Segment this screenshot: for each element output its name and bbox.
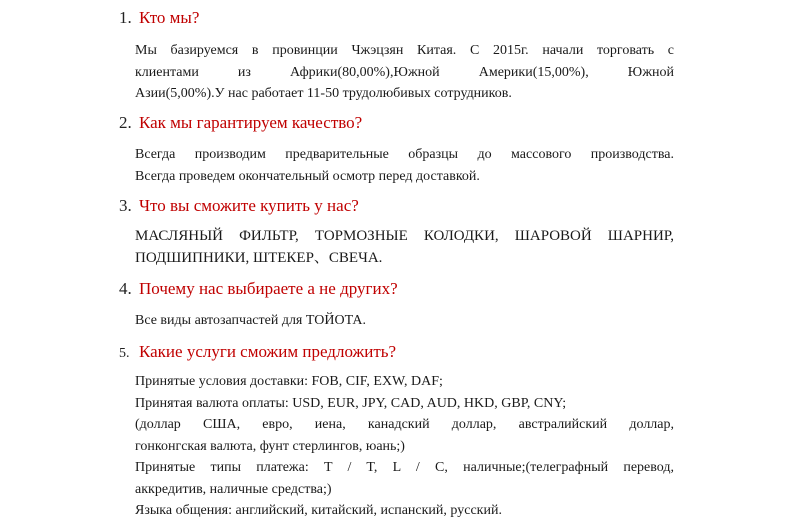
answer-line: ПОДШИПНИКИ, ШТЕКЕР、СВЕЧА. [135,249,383,266]
faq-question-text-3: Что вы сможите купить у нас? [139,196,359,215]
faq-answer-1 [135,40,674,105]
faq-answer-5 [135,371,674,522]
answer-line: клиентами из Африки(80,00%),Южной Америки(15,00%), Южной [135,64,674,80]
answer-line: Принятые типы платежа: T / T, L / C, наличные;(телеграфный перевод, [135,460,674,475]
faq-number-3: 3. [119,196,132,215]
answer-line: (доллар США, евро, иена, канадский доллар, австралийский доллар, [135,417,674,432]
answer-line: Все виды автозапчастей для ТОЙОТА. [135,313,367,328]
faq-number-2: 2. [119,113,132,132]
faq-question-text-4: Почему нас выбираете а не других? [139,279,398,298]
answer-line: Принятая валюта оплаты: USD, EUR, JPY, CAD, AUD, HKD, GBP, CNY; [135,395,567,411]
answer-line: Всегда проведем окончательный осмотр перед доставкой. [135,168,480,184]
faq-question-3 [119,196,359,216]
faq-answer-4 [135,310,674,332]
faq-number-1: 1. [119,8,132,27]
answer-line: МАСЛЯНЫЙ ФИЛЬТР, ТОРМОЗНЫЕ КОЛОДКИ, ШАРОВОЙ ШАРНИР, [135,228,674,244]
faq-question-4 [119,279,398,299]
answer-line: Принятые условия доставки: FOB, CIF, EXW, DAF; [135,374,443,389]
answer-line: гонконгская валюта, фунт стерлингов, юань;) [135,438,405,454]
faq-question-2 [119,113,362,133]
faq-number-5: 5. [119,346,130,361]
faq-answer-2 [135,144,674,187]
faq-answer-3 [135,226,674,269]
faq-number-4: 4. [119,279,132,298]
answer-line: Азии(5,00%).У нас работает 11-50 трудолюбивых сотрудников. [135,86,512,101]
answer-line: Всегда производим предварительные образцы до массового производства. [135,147,674,162]
faq-question-text-1: Кто мы? [139,8,200,27]
faq-question-1 [119,8,199,28]
answer-line: аккредитив, наличные средства;) [135,481,332,497]
faq-question-5 [119,342,396,364]
faq-question-text-2: Как мы гарантируем качество? [139,113,363,132]
answer-line: Языка общения: английский, китайский, испанский, русский. [135,503,502,518]
faq-question-text-5: Какие услуги сможим предложить? [139,342,397,361]
answer-line: Мы базируемся в провинции Чжэцзян Китая. С 2015г. начали торговать с [135,43,674,58]
